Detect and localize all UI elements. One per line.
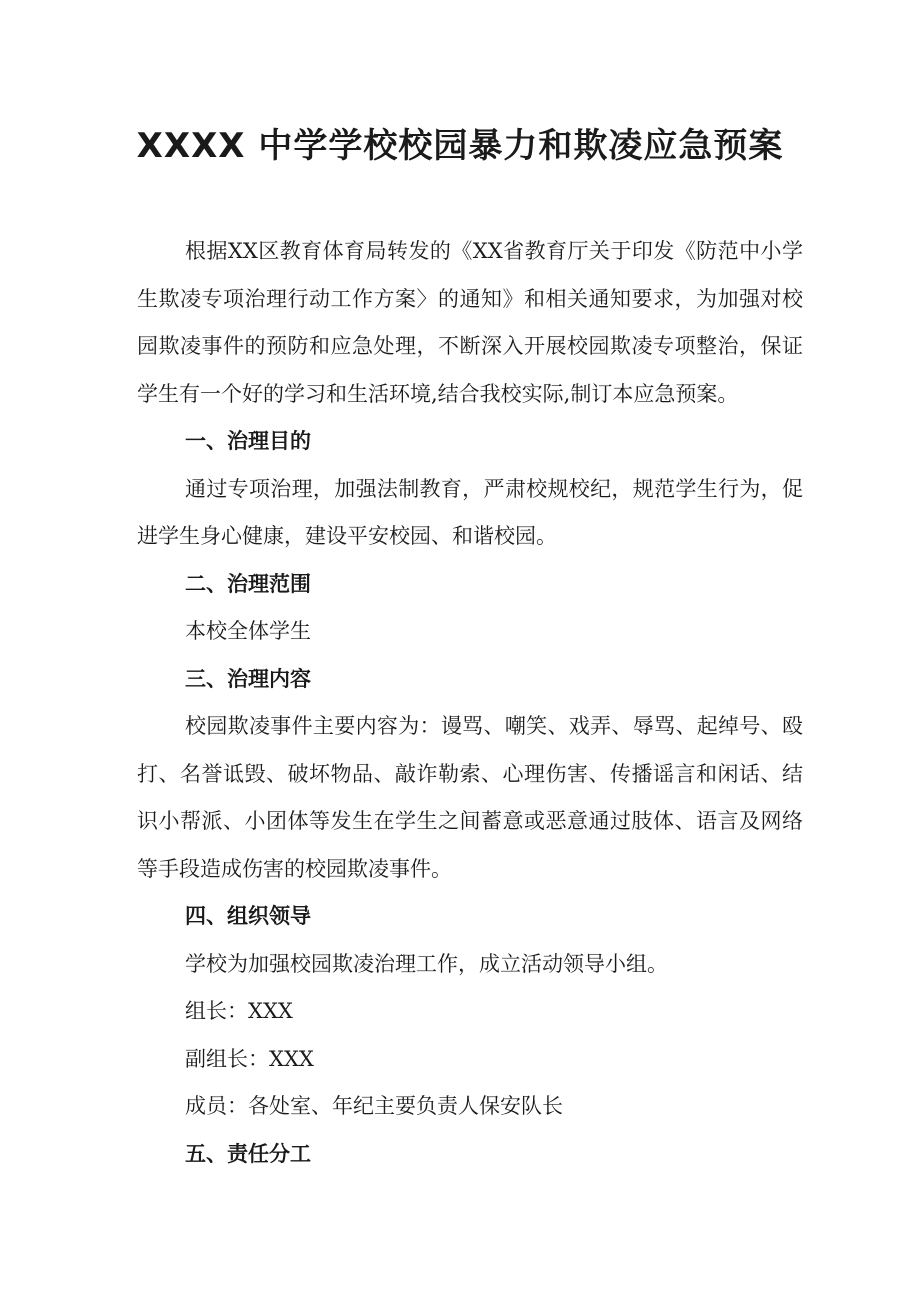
section-text-content: 校园欺凌事件主要内容为：谩骂、嘲笑、戏弄、辱骂、起绰号、殴打、名誉诋毁、破坏物品、敲诈勒索、心理伤害、传播谣言和闲话、结识小帮派、小团体等发生在学生之间蓄意或恶意通过肢体、语言及网络等手段造成伤害的校园欺凌事件。 — [137, 714, 803, 881]
members-line: 成员：各处室、年纪主要负责人保安队长 — [185, 1094, 563, 1118]
section-text-goal: 通过专项治理，加强法制教育，严肃校规校纪，规范学生行为，促进学生身心健康，建设平安校园、和谐校园。 — [137, 476, 803, 548]
section-heading-goal: 一、治理目的 — [185, 429, 311, 453]
section-heading-scope: 二、治理范围 — [185, 571, 311, 596]
document-body — [137, 228, 803, 1178]
intro-paragraph: 根据XX区教育体育局转发的《XX省教育厅关于印发《防范中小学生欺凌专项治理行动工作方案〉的通知》和相关通知要求，为加强对校园欺凌事件的预防和应急处理，不断深入开展校园欺凌专项整治，保证学生有一个好的学习和生活环境,结合我校实际,制订本应急预案。 — [137, 239, 803, 406]
section-heading-leadership: 四、组织领导 — [185, 904, 311, 928]
section-heading-content: 三、治理内容 — [185, 666, 311, 691]
section-heading-responsibilities: 五、责任分工 — [185, 1141, 311, 1166]
deputy-leader-line: 副组长：XXX — [185, 1046, 314, 1071]
leader-line: 组长：XXX — [185, 999, 293, 1023]
section-text-scope: 本校全体学生 — [185, 619, 311, 643]
section-text-leadership: 学校为加强校园欺凌治理工作，成立活动领导小组。 — [185, 951, 668, 976]
document-title: XXXX 中学学校校园暴力和欺凌应急预案 — [136, 126, 784, 166]
